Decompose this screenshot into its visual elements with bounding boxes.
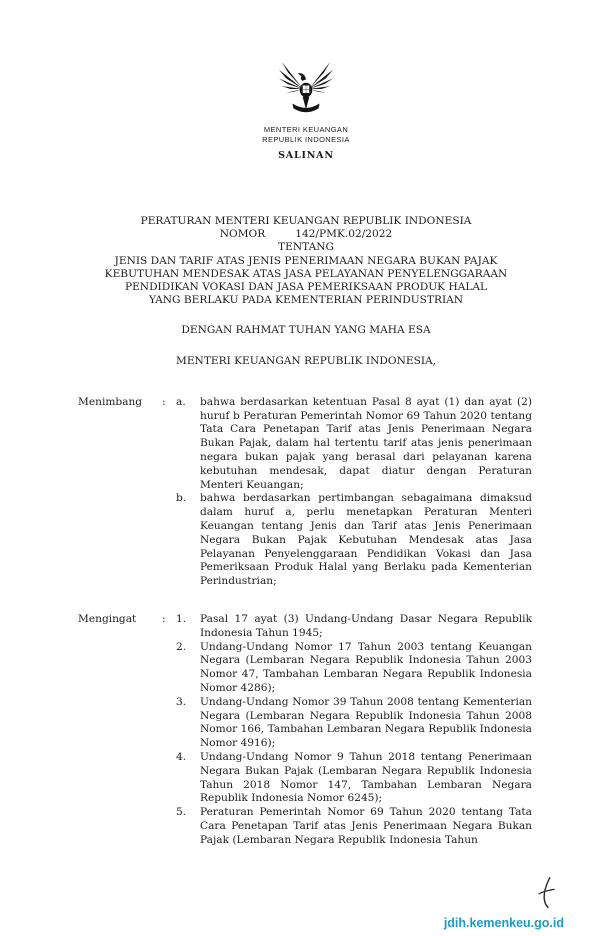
jdih-site-link[interactable]: jdih.kemenkeu.go.id — [443, 916, 564, 930]
regulation-title-block — [0, 215, 612, 368]
ministry-name-line1: MENTERI KEUANGAN — [263, 125, 349, 134]
handwritten-initial-mark-icon — [536, 876, 558, 914]
subject-line-4: YANG BERLAKU PADA KEMENTERIAN PERINDUSTRIAN — [148, 294, 464, 307]
subject-line-2: KEBUTUHAN MENDESAK ATAS JASA PELAYANAN PENYELENGGARAAN — [104, 267, 508, 280]
garuda-pancasila-emblem-icon — [0, 58, 612, 120]
letterhead — [0, 0, 612, 161]
mengingat-item-marker: 3. — [176, 695, 187, 708]
mengingat-item-marker: 5. — [176, 806, 187, 819]
invocation-line: DENGAN RAHMAT TUHAN YANG MAHA ESA — [181, 324, 431, 337]
mengingat-item-text: Undang-Undang Nomor 9 Tahun 2018 tentang Penerimaan Negara Bukan Pajak (Lembaran Negara Republik Indonesia Tahun 2018 Nomor 147, Tambahan Lembaran Negara Republik Indonesia Nomor 6245); — [200, 750, 532, 805]
nomor-value: 142/PMK.02/2022 — [295, 228, 393, 241]
tentang-label: TENTANG — [278, 241, 334, 254]
subject-line-1: JENIS DAN TARIF ATAS JENIS PENERIMAAN NEGARA BUKAN PAJAK — [114, 254, 498, 267]
issuer-line: MENTERI KEUANGAN REPUBLIK INDONESIA, — [175, 354, 437, 367]
mengingat-item-text: Undang-Undang Nomor 39 Tahun 2008 tentang Kementerian Negara (Lembaran Negara Republik Indonesia Tahun 2008 Nomor 166, Tambahan Lembaran Negara Republik Indonesia Nomor 4916); — [200, 695, 532, 750]
nomor-label: NOMOR — [219, 228, 266, 241]
menimbang-item-text: bahwa berdasarkan pertimbangan sebagaimana dimaksud dalam huruf a, perlu menetapkan Peraturan Menteri Keuangan tentang Jenis dan Tarif atas Jenis Penerimaan Negara Bukan Pajak Kebutuhan Mendesak atas Jasa Pelayanan Penyelenggaraan Pendidikan Vokasi dan Jasa Pemeriksaan Produk Halal yang Berlaku pada Kementerian Perindustrian; — [200, 492, 532, 588]
menimbang-item-text: bahwa berdasarkan ketentuan Pasal 8 ayat (1) dan ayat (2) huruf b Peraturan Pemerintah Nomor 69 Tahun 2020 tentang Tata Cara Penetapan Tarif atas Jenis Penerimaan Negara Bukan Pajak, dalam hal tertentu tarif atas jenis penerimaan negara bukan pajak yang berasal dari pelayanan karena kebutuhan mendesak, dapat diatur dengan Peraturan Menteri Keuangan; — [200, 395, 532, 491]
menimbang-colon: : — [162, 395, 166, 408]
ministry-name-block — [0, 125, 612, 145]
mengingat-section — [78, 613, 532, 848]
copy-stamp-label: SALINAN — [278, 150, 334, 161]
mengingat-item-marker: 2. — [176, 640, 187, 653]
mengingat-label: Mengingat — [78, 612, 137, 625]
ministry-name-line2: REPUBLIK INDONESIA — [262, 135, 350, 144]
mengingat-item-text: Pasal 17 ayat (3) Undang-Undang Dasar Negara Republik Indonesia Tahun 1945; — [200, 612, 532, 639]
menimbang-label: Menimbang — [78, 395, 143, 408]
mengingat-item-text: Peraturan Pemerintah Nomor 69 Tahun 2020 tentang Tata Cara Penetapan Tarif atas Jenis Penerimaan Negara Bukan Pajak (Lembaran Negara Republik Indonesia Tahun — [200, 806, 532, 846]
mengingat-item-marker: 4. — [176, 750, 187, 763]
regulation-title-line: PERATURAN MENTERI KEUANGAN REPUBLIK INDONESIA — [140, 215, 472, 227]
regulation-number-line — [0, 228, 612, 241]
subject-line-3: PENDIDIKAN VOKASI DAN JASA PEMERIKSAAN PRODUK HALAL — [124, 281, 488, 294]
menimbang-section — [78, 396, 532, 589]
mengingat-item-marker: 1. — [176, 612, 187, 625]
menimbang-item-marker: a. — [176, 395, 186, 408]
mengingat-item-text: Undang-Undang Nomor 17 Tahun 2003 tentang Keuangan Negara (Lembaran Negara Republik Indonesia Tahun 2003 Nomor 47, Tambahan Lembaran Negara Republik Indonesia Nomor 4286); — [200, 640, 532, 694]
mengingat-colon: : — [162, 612, 166, 625]
menimbang-item-marker: b. — [176, 492, 187, 505]
